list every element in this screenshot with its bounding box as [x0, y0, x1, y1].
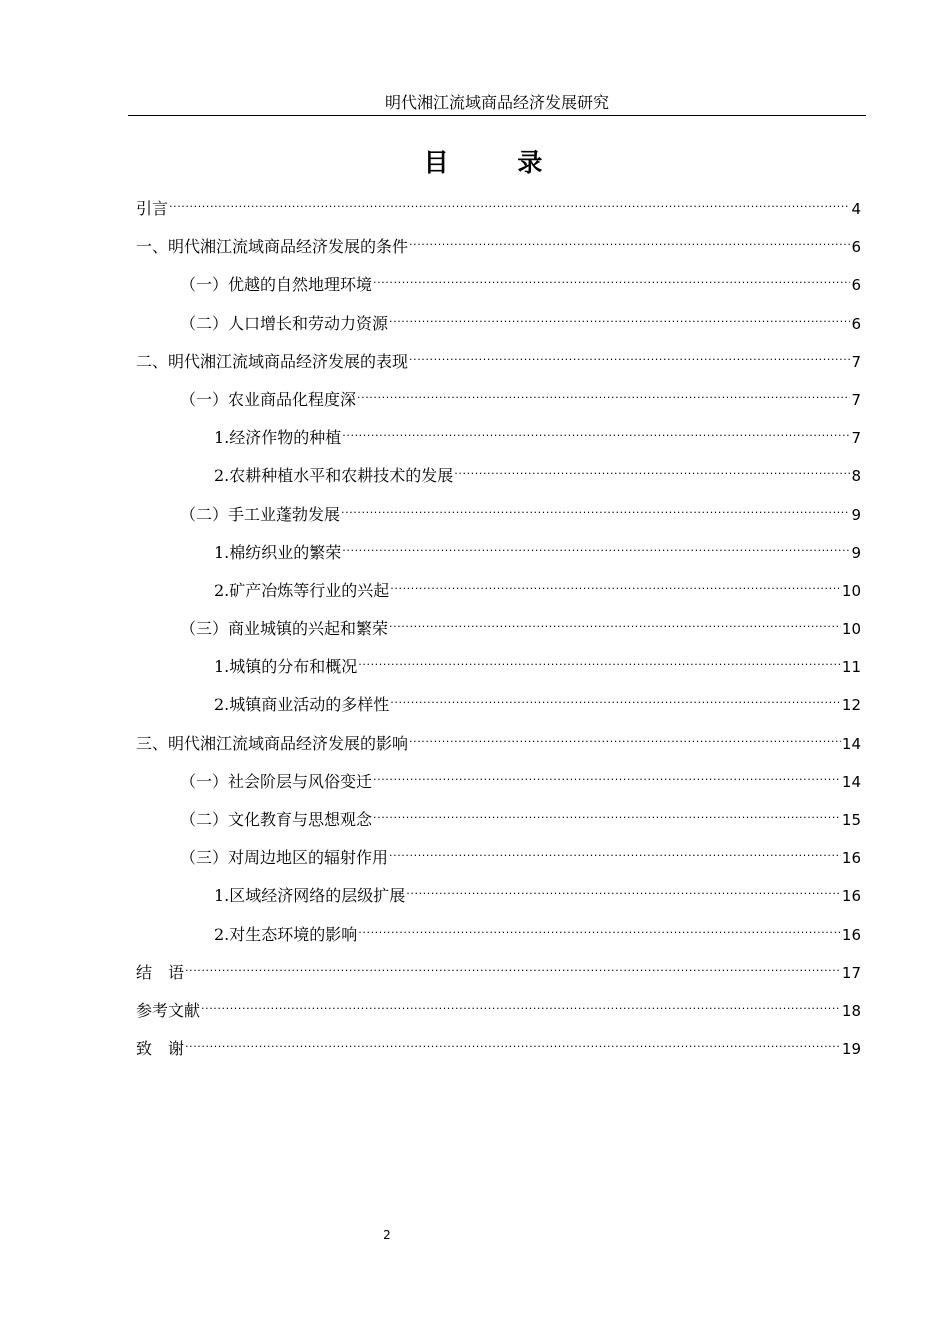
- toc-entry-label: 1.经济作物的种植: [214, 428, 342, 448]
- toc-entry[interactable]: [136, 725, 861, 763]
- toc-entry-label: 参考文献: [136, 1000, 201, 1020]
- toc-entry[interactable]: [136, 839, 861, 877]
- toc-entry-page: 14: [841, 734, 861, 753]
- toc-leader-dots: [342, 419, 850, 443]
- toc-entry-page: 14: [841, 772, 861, 791]
- toc-entry-page: 16: [841, 925, 861, 944]
- toc-entry-page: 18: [841, 1001, 861, 1020]
- toc-leader-dots: [389, 839, 841, 863]
- toc-entry[interactable]: [136, 190, 861, 228]
- toc-entry-label: （二）人口增长和劳动力资源: [180, 313, 389, 333]
- toc-entry-label: 1.城镇的分布和概况: [214, 657, 358, 677]
- toc-entry[interactable]: [136, 228, 861, 266]
- toc-entry-page: 9: [851, 505, 861, 524]
- toc-entry-label: 2.城镇商业活动的多样性: [214, 695, 390, 715]
- toc-entry[interactable]: [136, 419, 861, 457]
- toc-leader-dots: [409, 343, 850, 367]
- toc-leader-dots: [390, 572, 841, 596]
- toc-entry-label: （一）优越的自然地理环境: [180, 275, 373, 295]
- toc-entry[interactable]: [136, 457, 861, 495]
- toc-entry[interactable]: [136, 266, 861, 304]
- toc-entry[interactable]: [136, 801, 861, 839]
- toc-entry-page: 6: [851, 276, 861, 295]
- toc-entry[interactable]: [136, 381, 861, 419]
- toc-entry-label: 三、明代湘江流域商品经济发展的影响: [136, 733, 409, 753]
- toc-leader-dots: [406, 877, 841, 901]
- toc-leader-dots: [185, 954, 841, 978]
- toc-leader-dots: [389, 305, 850, 329]
- toc-entry-label: （二）手工业蓬勃发展: [180, 504, 341, 524]
- toc-entry[interactable]: [136, 610, 861, 648]
- toc-entry-label: （一）农业商品化程度深: [180, 389, 357, 409]
- toc-leader-dots: [389, 610, 841, 634]
- toc-entry[interactable]: [136, 305, 861, 343]
- toc-entry-page: 17: [841, 963, 861, 982]
- toc-entry-page: 10: [841, 581, 861, 600]
- toc-entry[interactable]: [136, 916, 861, 954]
- toc-entry-label: 2.对生态环境的影响: [214, 924, 358, 944]
- toc-leader-dots: [341, 496, 850, 520]
- toc-entry[interactable]: [136, 954, 861, 992]
- toc-entry-label: 二、明代湘江流域商品经济发展的表现: [136, 351, 409, 371]
- toc-entry-label: 结 语: [136, 962, 185, 982]
- toc-entry-page: 10: [841, 620, 861, 639]
- toc-entry-page: 16: [841, 887, 861, 906]
- toc-entry-label: （一）社会阶层与风俗变迁: [180, 771, 373, 791]
- toc-entry[interactable]: [136, 496, 861, 534]
- toc-entry-page: 12: [841, 696, 861, 715]
- toc-leader-dots: [390, 686, 841, 710]
- toc-leader-dots: [342, 534, 850, 558]
- toc-entry[interactable]: [136, 686, 861, 724]
- toc-entry[interactable]: [136, 992, 861, 1030]
- toc-entry-label: （二）文化教育与思想观念: [180, 810, 373, 829]
- toc-entry-page: 15: [841, 811, 861, 829]
- toc-leader-dots: [358, 648, 841, 672]
- toc-entry-page: 11: [841, 658, 861, 677]
- toc-leader-dots: [409, 725, 841, 749]
- toc-entry[interactable]: [136, 572, 861, 610]
- toc-entry-page: 6: [851, 238, 861, 257]
- toc-entry-page: 7: [851, 429, 861, 448]
- toc-entry-label: （三）商业城镇的兴起和繁荣: [180, 619, 389, 639]
- toc-entry[interactable]: [136, 343, 861, 381]
- toc-entry-page: 19: [841, 1040, 861, 1059]
- toc-leader-dots: [185, 1030, 841, 1054]
- toc-entry-page: 4: [851, 200, 861, 218]
- toc-entry-page: 9: [851, 543, 861, 562]
- toc-entry-page: 8: [851, 467, 861, 486]
- toc-entry[interactable]: [136, 534, 861, 572]
- toc-entry[interactable]: [136, 877, 861, 915]
- toc-title: 目 录: [423, 148, 573, 177]
- toc-entry[interactable]: [136, 1030, 861, 1068]
- page-number: 2: [383, 1228, 391, 1242]
- toc-entry-page: 16: [841, 849, 861, 868]
- toc-entry-label: 2.矿产冶炼等行业的兴起: [214, 580, 390, 600]
- toc-leader-dots: [358, 916, 841, 940]
- toc-leader-dots: [357, 381, 850, 405]
- toc-entry-page: 6: [851, 314, 861, 333]
- toc-entry[interactable]: [136, 648, 861, 686]
- toc-leader-dots: [373, 763, 841, 787]
- table-of-contents: [136, 190, 861, 1068]
- toc-leader-dots: [454, 457, 850, 481]
- toc-entry-label: 致 谢: [136, 1039, 185, 1059]
- toc-entry-label: 1.棉纺织业的繁荣: [214, 542, 342, 562]
- running-header: 明代湘江流域商品经济发展研究: [384, 93, 609, 112]
- toc-leader-dots: [169, 190, 850, 214]
- toc-entry-label: 2.农耕种植水平和农耕技术的发展: [214, 466, 454, 486]
- toc-entry[interactable]: [136, 763, 861, 801]
- toc-leader-dots: [201, 992, 841, 1016]
- toc-leader-dots: [409, 228, 850, 252]
- toc-entry-label: 引言: [136, 199, 169, 218]
- toc-entry-page: 7: [851, 390, 861, 409]
- toc-entry-label: （三）对周边地区的辐射作用: [180, 848, 389, 868]
- toc-entry-label: 一、明代湘江流域商品经济发展的条件: [136, 237, 409, 257]
- toc-leader-dots: [373, 801, 841, 825]
- toc-leader-dots: [373, 266, 850, 290]
- toc-entry-page: 7: [851, 352, 861, 371]
- header-rule: [128, 115, 866, 116]
- toc-entry-label: 1.区域经济网络的层级扩展: [214, 886, 406, 906]
